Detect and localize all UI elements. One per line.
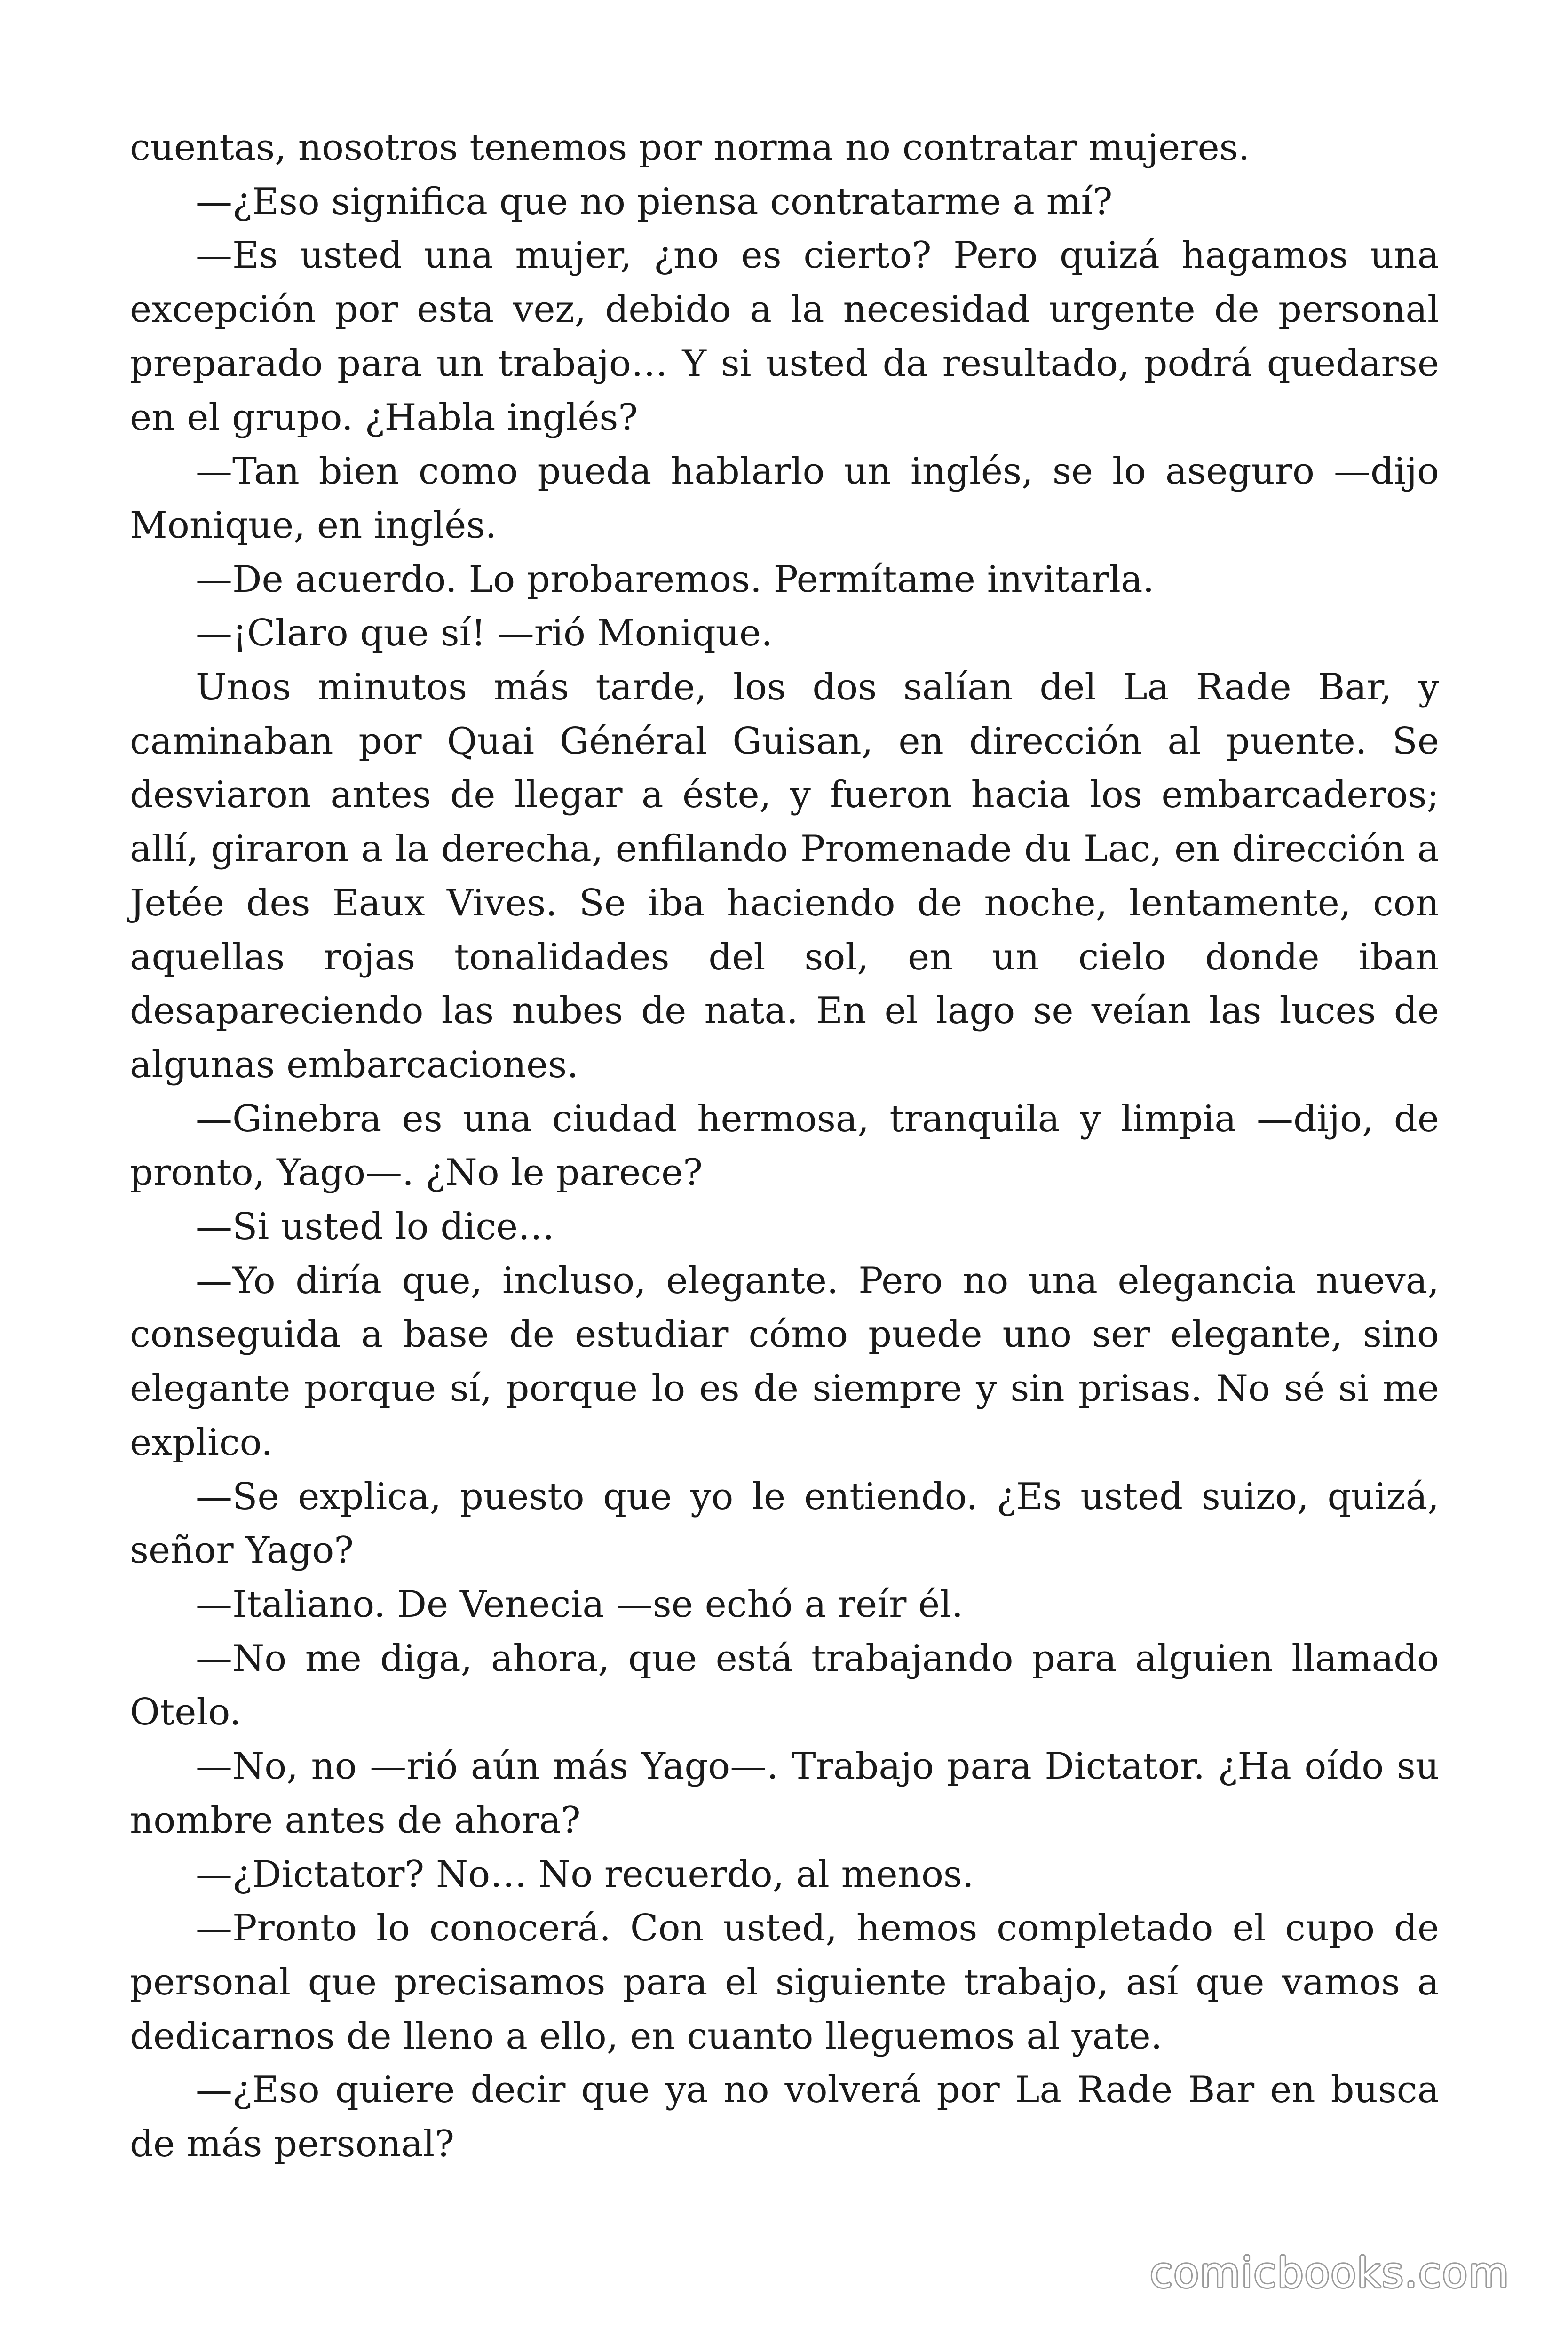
paragraph: —Italiano. De Venecia —se echó a reír él. — [196, 1583, 964, 1626]
paragraph: —Yo diría que, incluso, elegante. Pero no una elegancia nueva, conseguida a base de estudiar cómo puede uno ser elegante, sino elegante porque sí, porque lo es de siempre y sin prisas. No sé si me explico. — [130, 1259, 1439, 1464]
paragraph: —No me diga, ahora, que está trabajando para alguien llamado Otelo. — [130, 1637, 1439, 1734]
paragraph: —Es usted una mujer, ¿no es cierto? Pero quizá hagamos una excepción por esta vez, debido a la necesidad urgente de personal preparado para un trabajo… Y si usted da resultado, podrá quedarse en el grupo. ¿Habla inglés? — [130, 234, 1439, 439]
page-body-text — [130, 121, 1439, 2171]
paragraph: —Se explica, puesto que yo le entiendo. ¿Es usted suizo, quizá, señor Yago? — [130, 1475, 1439, 1572]
paragraph: —¿Dictator? No… No recuerdo, al menos. — [196, 1853, 974, 1896]
paragraph: —Ginebra es una ciudad hermosa, tranquila y limpia —dijo, de pronto, Yago—. ¿No le parece? — [130, 1097, 1439, 1194]
paragraph: —Tan bien como pueda hablarlo un inglés, se lo aseguro —dijo Monique, en inglés. — [130, 450, 1439, 547]
paragraph: cuentas, nosotros tenemos por norma no contratar mujeres. — [130, 127, 1250, 169]
paragraph: —Si usted lo dice… — [196, 1206, 555, 1248]
paragraph: —¿Eso significa que no piensa contratarme a mí? — [196, 180, 1113, 223]
paragraph: —¿Eso quiere decir que ya no volverá por La Rade Bar en busca de más personal? — [130, 2069, 1439, 2166]
paragraph: —De acuerdo. Lo probaremos. Permítame invitarla. — [196, 558, 1155, 601]
paragraph: —Pronto lo conocerá. Con usted, hemos completado el cupo de personal que precisamos para el siguiente trabajo, así que vamos a dedicarnos de lleno a ello, en cuanto lleguemos al yate. — [130, 1907, 1439, 2058]
paragraph: Unos minutos más tarde, los dos salían del La Rade Bar, y caminaban por Quai Général Guisan, en dirección al puente. Se desviaron antes de llegar a éste, y fueron hacia los embarcaderos; allí, giraron a la derecha, enfilando Promenade du Lac, en dirección a Jetée des Eaux Vives. Se iba haciendo de noche, lentamente, con aquellas rojas tonalidades del sol, en un cielo donde iban desapareciendo las nubes de nata. En el lago se veían las luces de algunas embarcaciones. — [130, 666, 1439, 1086]
paragraph: —No, no —rió aún más Yago—. Trabajo para Dictator. ¿Ha oído su nombre antes de ahora? — [130, 1745, 1439, 1842]
watermark: comicbooks.com — [1149, 2249, 1510, 2297]
paragraph: —¡Claro que sí! —rió Monique. — [196, 612, 773, 655]
